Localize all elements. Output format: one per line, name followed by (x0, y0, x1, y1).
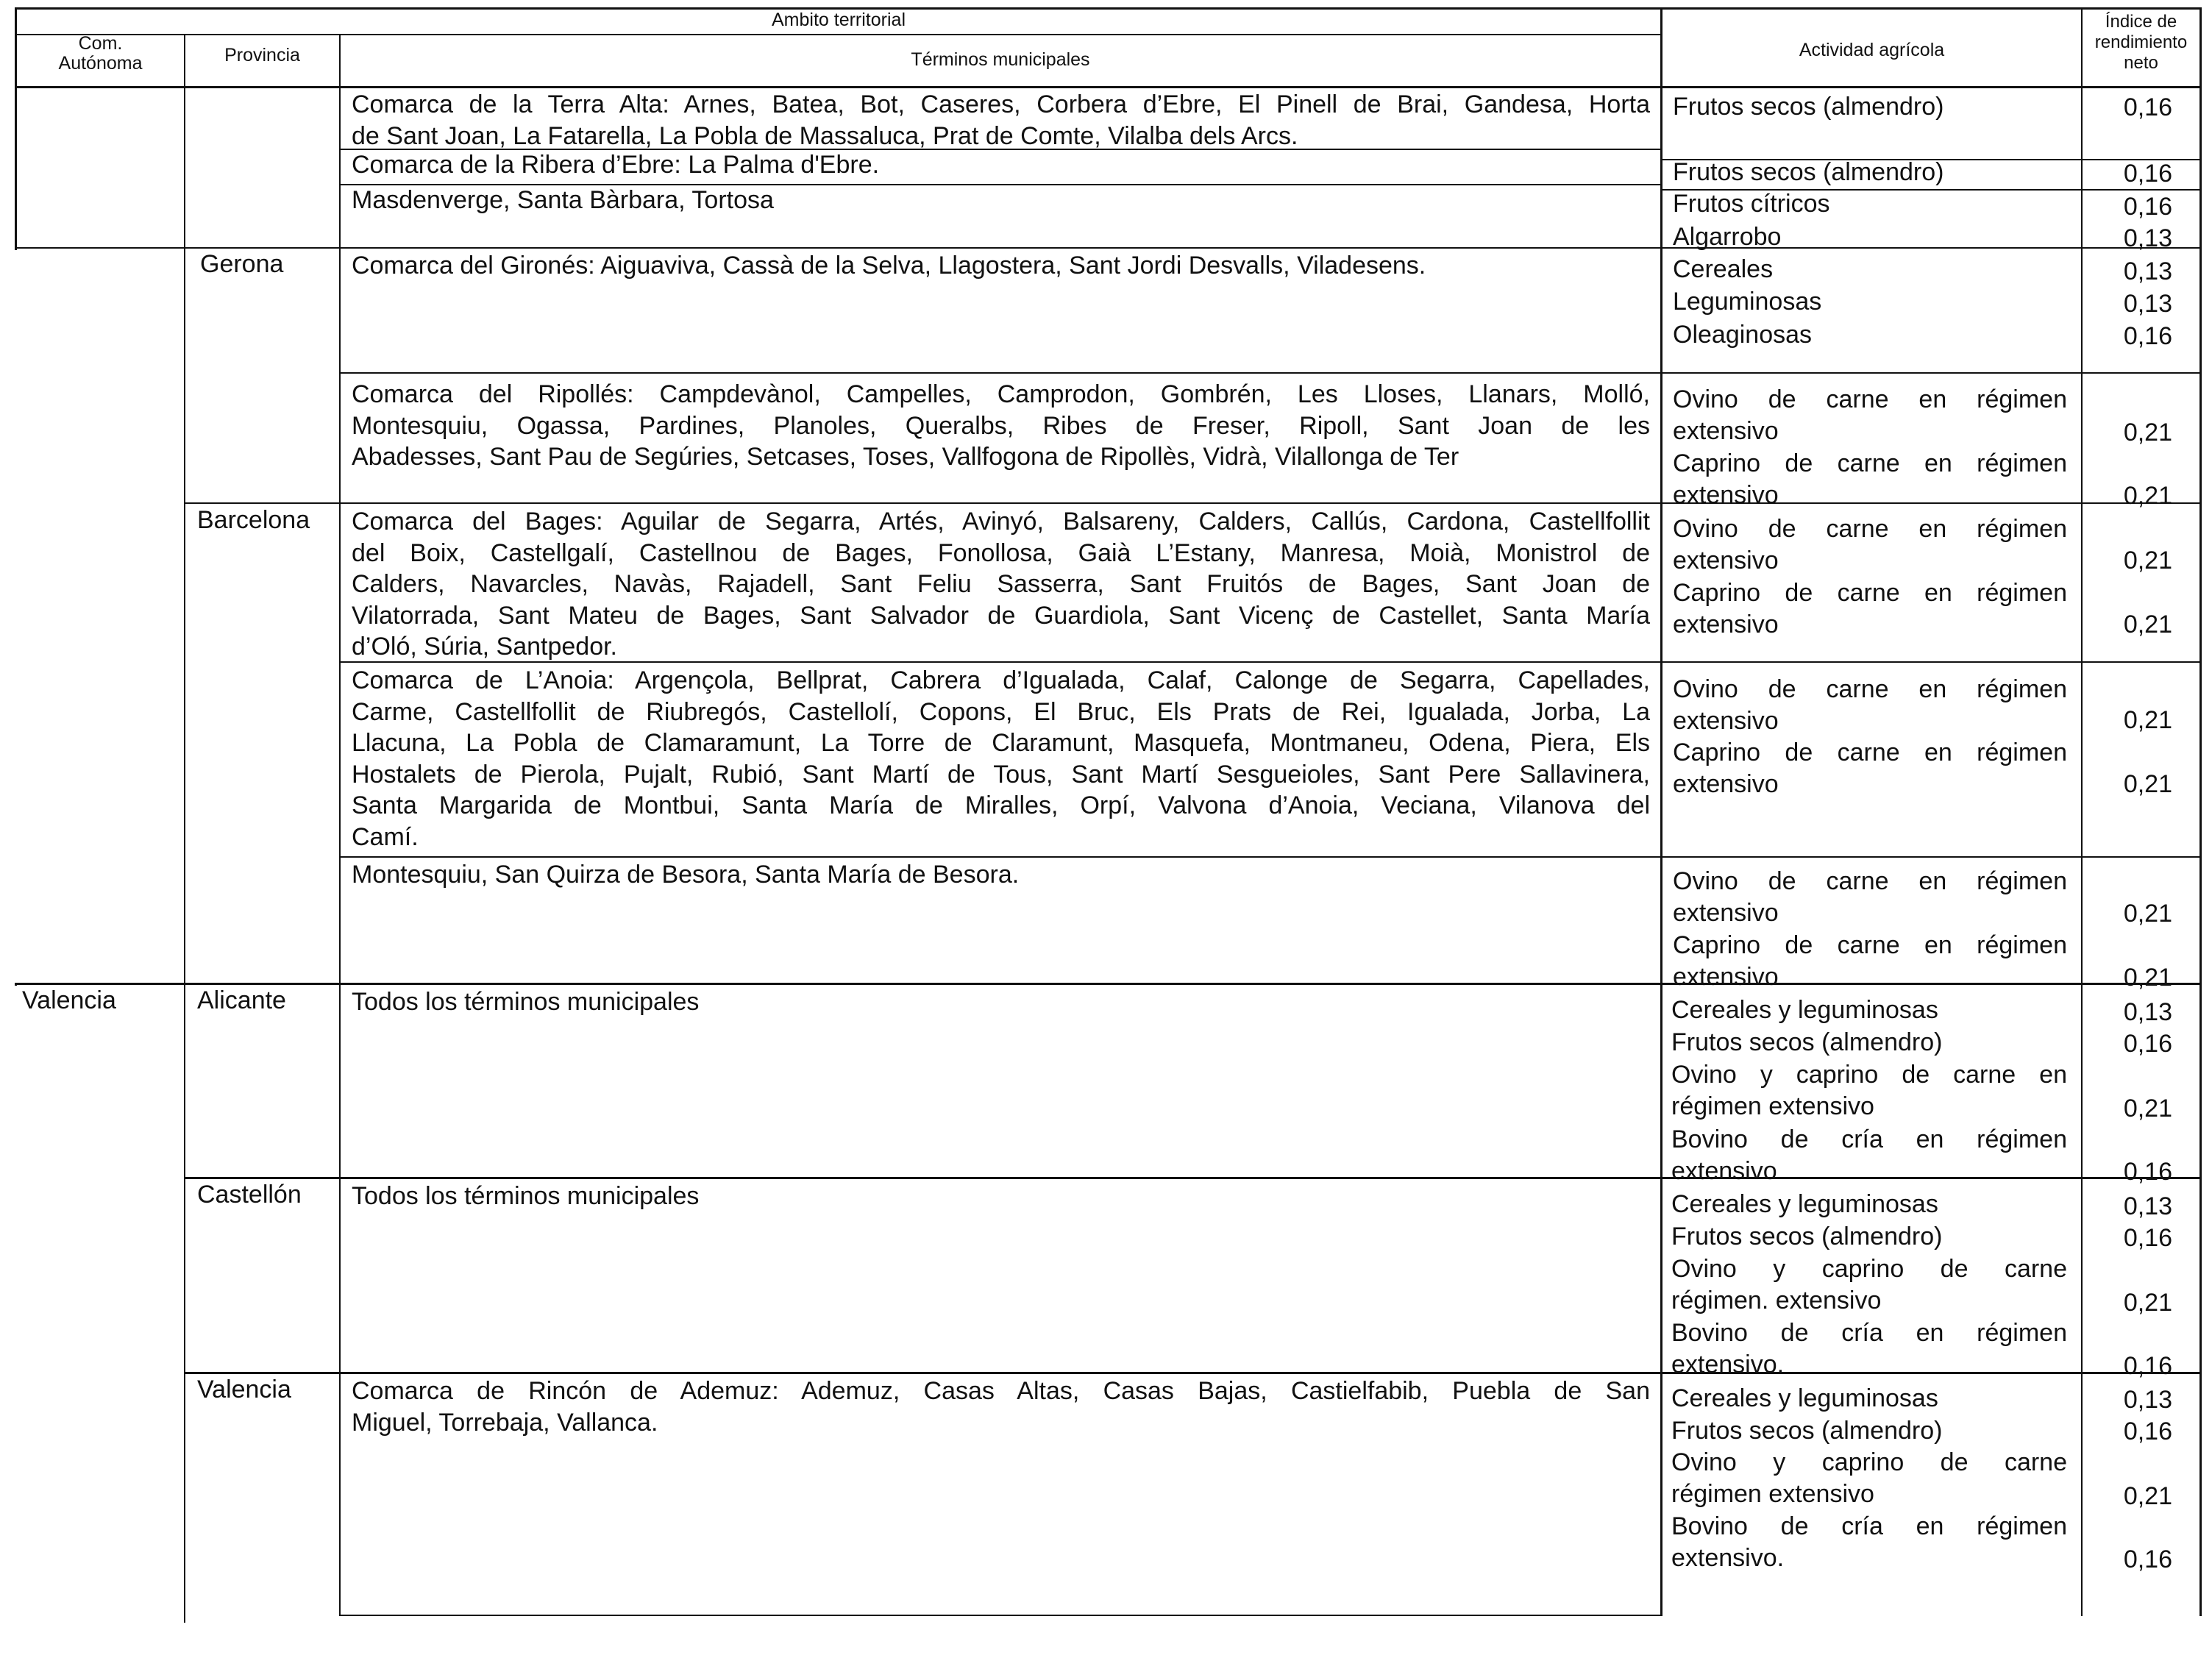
provincia-barcelona: Barcelona (197, 506, 310, 534)
provincia-gerona: Gerona (200, 250, 284, 278)
actividad-frutos-citricos: Frutos cítricos (1673, 190, 1830, 218)
terminos-terra-alta: Comarca de la Terra Alta: Arnes, Batea, Bot, Caseres, Corbera d’Ebre, El Pinell de Brai, Gandesa, Horta de Sant Joan, La Fatarella, La Pobla de Massaluca, Prat de Comte, Vilalba dels Arcs. (352, 90, 1650, 150)
indice-value: 0,16 (2123, 93, 2172, 121)
indice-value: 0,21 (2123, 1482, 2172, 1510)
provincia-alicante: Alicante (197, 986, 286, 1014)
actividad-cereales-leguminosas: Cereales y leguminosas (1671, 1384, 1938, 1412)
terminos-alicante: Todos los términos municipales (352, 988, 700, 1016)
actividad-ovino-caprino: Ovino y caprino de carne régimen extensivo (1671, 1448, 2067, 1508)
indice-value: 0,21 (2123, 419, 2172, 446)
actividad-oleaginosas: Oleaginosas (1673, 321, 1813, 349)
indice-value: 0,16 (2123, 1158, 2172, 1186)
indice-value: 0,16 (2123, 1417, 2172, 1445)
header-actividad-agricola: Actividad agrícola (1799, 40, 1945, 60)
actividad-ovino: Ovino de carne en régimen extensivo (1673, 867, 2067, 927)
terminos-girones: Comarca del Gironés: Aiguaviva, Cassà de la Selva, Llagostera, Sant Jordi Desvalls, Viladesens. (352, 252, 1426, 280)
terminos-bages: Comarca del Bages: Aguilar de Segarra, Artés, Avinyó, Balsareny, Calders, Callús, Cardona, Castellfollit del Boix, Castellgalí, Castellnou de Bages, Fonollosa, Gaià L’Estany, Manresa, Moià, Monistrol de Calders, Navarcles, Navàs, Rajadell, Sant Feliu Sasserra, Sant Fruitós de Bages, Sant Joan de Vilatorrada, Sant Mateu de Bages, Sant Salvador de Guardiola, Sant Vicenç de Castellet, Santa María d’Oló, Súria, Santpedor. (352, 508, 1650, 661)
indice-value: 0,21 (2123, 482, 2172, 510)
indice-value: 0,16 (2123, 322, 2172, 350)
actividad-caprino: Caprino de carne en régimen extensivo (1673, 931, 2067, 991)
actividad-ovino-caprino: Ovino y caprino de carne en régimen extensivo (1671, 1061, 2067, 1120)
actividad-caprino: Caprino de carne en régimen extensivo (1673, 449, 2067, 509)
header-com-autonoma: Com. Autónoma (58, 33, 143, 74)
indice-value: 0,21 (2123, 964, 2172, 992)
actividad-frutos-secos: Frutos secos (almendro) (1671, 1028, 1943, 1056)
indice-value: 0,21 (2123, 1095, 2172, 1122)
terminos-castellon: Todos los términos municipales (352, 1182, 700, 1210)
provincia-castellon: Castellón (197, 1181, 302, 1209)
indice-value: 0,16 (2123, 1030, 2172, 1058)
indice-value: 0,13 (2123, 1386, 2172, 1414)
actividad-frutos-secos: Frutos secos (almendro) (1671, 1417, 1943, 1445)
actividad-frutos-secos: Frutos secos (almendro) (1673, 158, 1944, 186)
actividad-ovino: Ovino de carne en régimen extensivo (1673, 385, 2067, 445)
indice-value: 0,21 (2123, 547, 2172, 574)
terminos-masdenverge: Masdenverge, Santa Bàrbara, Tortosa (352, 186, 774, 214)
actividad-cereales-leguminosas: Cereales y leguminosas (1671, 996, 1938, 1024)
indice-value: 0,16 (2123, 1352, 2172, 1380)
actividad-frutos-secos: Frutos secos (almendro) (1671, 1223, 1943, 1250)
terminos-ribera-ebre: Comarca de la Ribera d’Ebre: La Palma d'Ebre. (352, 151, 880, 179)
header-provincia: Provincia (224, 45, 300, 65)
actividad-leguminosas: Leguminosas (1673, 288, 1822, 316)
indice-value: 0,16 (2123, 1545, 2172, 1573)
indice-value: 0,21 (2123, 611, 2172, 638)
header-ambito-territorial: Ambito territorial (772, 10, 906, 30)
indice-value: 0,21 (2123, 1289, 2172, 1317)
actividad-frutos-secos: Frutos secos (almendro) (1673, 93, 1944, 121)
indice-value: 0,13 (2123, 1192, 2172, 1220)
indice-value: 0,16 (2123, 193, 2172, 221)
terminos-anoia: Comarca de L’Anoia: Argençola, Bellprat, Cabrera d’Igualada, Calaf, Calonge de Segarra, Capellades, Carme, Castellfollit de Riubregós, Castellolí, Copons, El Bruc, Els Prats de Rei, Igualada, Jorba, La Llacuna, La Pobla de Clamaramunt, La Torre de Claramunt, Masquefa, Montmaneu, Odena, Piera, Els Hostalets de Pierola, Pujalt, Rubió, Sant Martí de Tous, Sant Martí Sesgueioles, Sant Pere Sallavinera, Santa Margarida de Montbui, Santa María de Miralles, Orpí, Valvona d’Anoia, Veciana, Vilanova del Camí. (352, 666, 1650, 851)
indice-value: 0,16 (2123, 1224, 2172, 1252)
indice-value: 0,16 (2123, 160, 2172, 188)
actividad-caprino: Caprino de carne en régimen extensivo (1673, 579, 2067, 638)
indice-value: 0,21 (2123, 706, 2172, 734)
indice-value: 0,21 (2123, 900, 2172, 928)
indice-value: 0,13 (2123, 257, 2172, 285)
indice-value: 0,13 (2123, 224, 2172, 252)
header-indice-rendimiento: Índice de rendimiento neto (2094, 12, 2188, 73)
actividad-algarrobo: Algarrobo (1673, 223, 1782, 251)
indice-value: 0,21 (2123, 770, 2172, 798)
provincia-valencia: Valencia (197, 1376, 291, 1403)
actividad-caprino: Caprino de carne en régimen extensivo (1673, 739, 2067, 798)
actividad-bovino: Bovino de cría en régimen extensivo. (1671, 1319, 2067, 1378)
indice-value: 0,13 (2123, 290, 2172, 318)
terminos-ripolles: Comarca del Ripollés: Campdevànol, Campelles, Camprodon, Gombrén, Les Lloses, Llanars, Molló, Montesquiu, Ogassa, Pardines, Planoles, Queralbs, Ribes de Freser, Ripoll, Sant Joan de les Abadesses, Sant Pau de Segúries, Setcases, Toses, Vallfogona de Ripollès, Vidrà, Vilallonga de Ter (352, 380, 1650, 471)
header-terminos-municipales: Términos municipales (911, 49, 1090, 70)
actividad-bovino: Bovino de cría en régimen extensivo (1671, 1125, 2067, 1185)
terminos-rincon-ademuz: Comarca de Rincón de Ademuz: Ademuz, Casas Altas, Casas Bajas, Castielfabib, Puebla de San Miguel, Torrebaja, Vallanca. (352, 1377, 1650, 1437)
com-autonoma-valencia: Valencia (22, 986, 116, 1014)
actividad-ovino-caprino: Ovino y caprino de carne régimen. extensivo (1671, 1255, 2067, 1314)
actividad-ovino: Ovino de carne en régimen extensivo (1673, 515, 2067, 574)
actividad-bovino: Bovino de cría en régimen extensivo. (1671, 1512, 2067, 1572)
actividad-ovino: Ovino de carne en régimen extensivo (1673, 675, 2067, 735)
actividad-cereales: Cereales (1673, 255, 1774, 283)
terminos-montesquiu: Montesquiu, San Quirza de Besora, Santa María de Besora. (352, 861, 1020, 889)
indice-value: 0,13 (2123, 998, 2172, 1026)
actividad-cereales-leguminosas: Cereales y leguminosas (1671, 1190, 1938, 1218)
